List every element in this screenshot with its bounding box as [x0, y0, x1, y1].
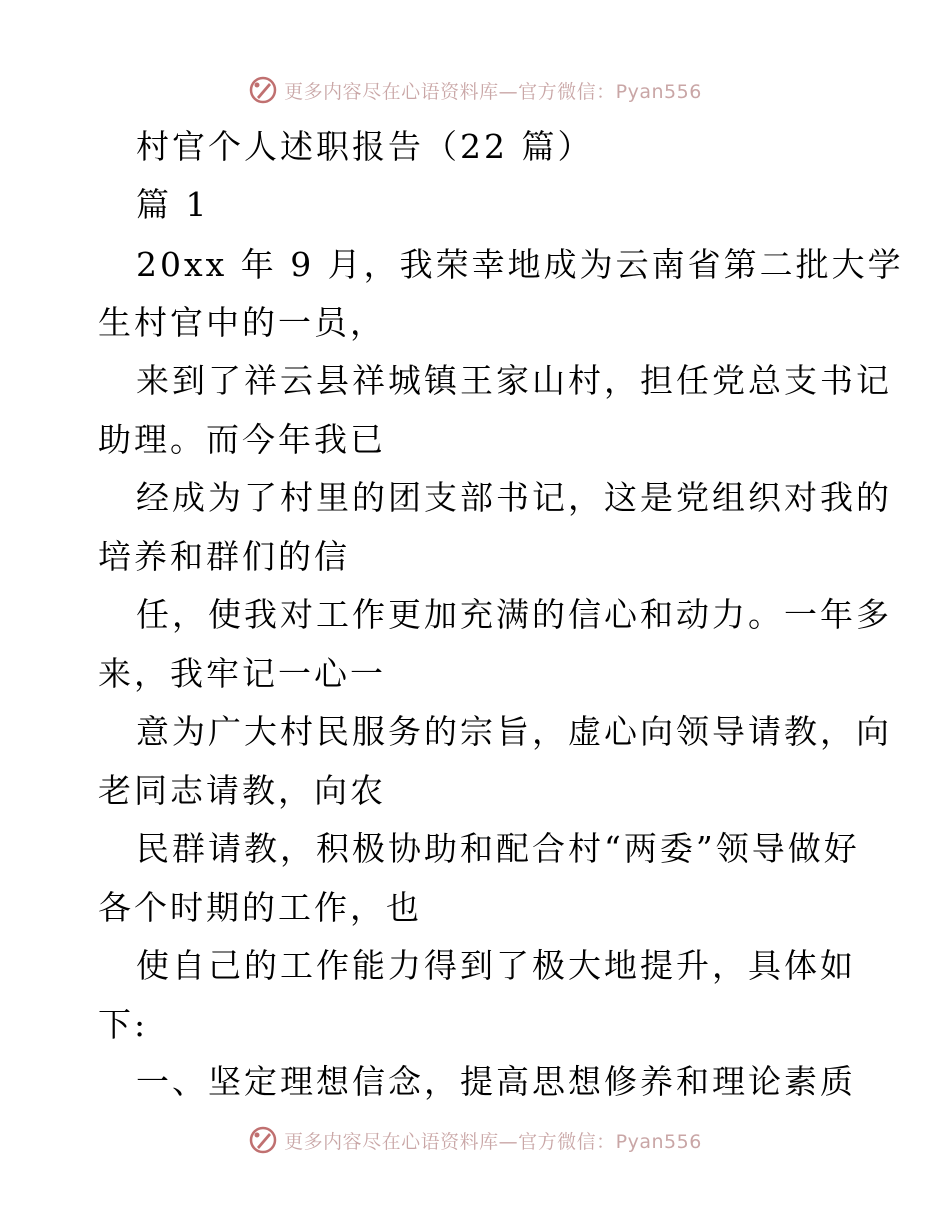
paragraph-line: 20xx 年 9 月，我荣幸地成为云南省第二批大学: [136, 245, 904, 284]
banner-text: 更多内容尽在心语资料库—官方微信：Pyan556: [284, 80, 702, 103]
document-title: 村官个人述职报告（22 篇）: [136, 127, 594, 166]
paragraph-line: 任，使我对工作更加充满的信心和动力。一年多: [136, 595, 892, 634]
paragraph-line: 来，我牢记一心一: [98, 654, 386, 693]
banner-text: 更多内容尽在心语资料库—官方微信：Pyan556: [284, 1130, 702, 1153]
footer-banner: [0, 1120, 950, 1160]
paragraph-line: 使自己的工作能力得到了极大地提升，具体如: [136, 946, 856, 985]
header-banner: [0, 70, 950, 110]
paragraph-line: 意为广大村民服务的宗旨，虚心向领导请教，向: [136, 712, 892, 751]
section-subheading: 一、坚定理想信念，提高思想修养和理论素质: [136, 1062, 856, 1101]
paragraph-line: 来到了祥云县祥城镇王家山村，担任党总支书记: [136, 361, 892, 400]
paragraph-line: 下:: [98, 1005, 149, 1044]
quill-pen-seal-icon: [248, 75, 278, 105]
paragraph-line: 各个时期的工作，也: [98, 888, 422, 927]
paragraph-line: 经成为了村里的团支部书记，这是党组织对我的: [136, 478, 892, 517]
paragraph-line: 老同志请教，向农: [98, 771, 386, 810]
quill-pen-seal-icon: [248, 1125, 278, 1155]
section-heading: 篇 1: [136, 185, 210, 224]
paragraph-line: 培养和群们的信: [98, 537, 350, 576]
paragraph-line: 民群请教，积极协助和配合村“两委”领导做好: [136, 829, 860, 868]
paragraph-line: 助理。而今年我已: [98, 420, 386, 459]
paragraph-line: 生村官中的一员，: [98, 303, 386, 342]
